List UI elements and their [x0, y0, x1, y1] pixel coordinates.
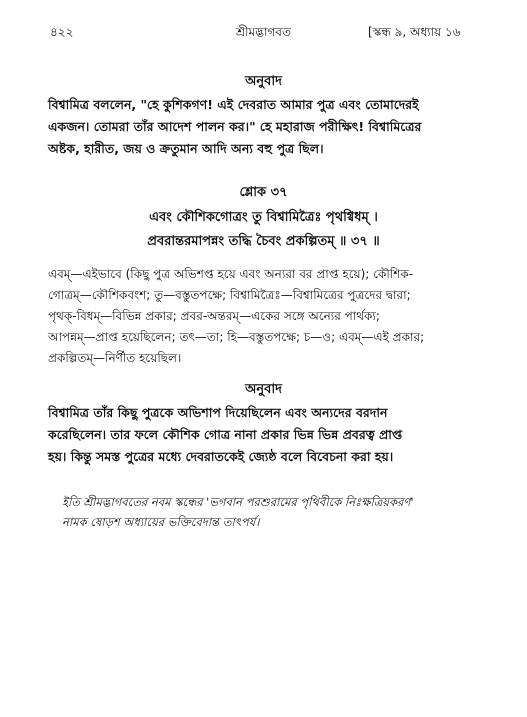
synonyms-line: গোত্রম্—কৌশিকবংশ; তু—বস্তুতপক্ষে; বিশ্বামিত্রৈঃ—বিশ্বামিত্রের পুত্রদের দ্বারা; [48, 288, 411, 302]
translation-heading: অনুবাদ [245, 382, 282, 397]
translation-line: একজন। তোমরা তাঁর আদেশ পালন কর।" হে মহারাজ পরীক্ষিৎ! বিশ্বামিত্রের [48, 119, 422, 134]
translation-line: অষ্টক, হারীত, জয় ও ক্রতুমান আদি অন্য বহু পুত্র ছিল। [48, 141, 324, 156]
chapter-colophon [62, 492, 482, 532]
translation-line: করেছিলেন। তার ফলে কৌশিক গোত্র নানা প্রকার ভিন্ন ভিন্ন প্রবরত্ব প্রাপ্ত [48, 427, 403, 442]
colophon-line: নামক ষোড়শ অধ্যায়ের ভক্তিবেদান্ত তাৎপর্য। [62, 515, 260, 529]
page-number: ৪২২ [50, 25, 74, 39]
synonyms-line: প্রকল্পিতম্—নির্ণীত হয়েছিল। [48, 351, 182, 365]
sloka-line: এবং কৌশিকগোত্রং তু বিশ্বামিত্রৈঃ পৃথগ্বিধম্ । [149, 210, 378, 225]
chapter-reference: [স্কন্ধ ৯, অধ্যায় ১৬ [368, 25, 461, 39]
synonyms-line: পৃথক্-বিধম্—বিভিন্ন প্রকার; প্রবর-অন্তরম্—একের সঙ্গে অন্যের পার্থক্য; [48, 309, 380, 323]
sloka-heading: শ্লোক ৩৭ [239, 185, 288, 200]
translation-line: বিশ্বামিত্র তাঁর কিছু পুত্রকে অভিশাপ দিয়েছিলেন এবং অন্যদের বরদান [48, 405, 388, 420]
translation-paragraph [48, 94, 488, 160]
running-title: শ্রীমদ্ভাগবত [235, 25, 291, 39]
synonyms-line: আপন্নম্—প্রাপ্ত হয়েছিলেন; তৎ—তা; হি—বস্তুতপক্ষে; চ—ও; এবম্—এই প্রকার; [48, 330, 425, 344]
colophon-line: ইতি শ্রীমদ্ভাগবতের নবম স্কন্ধের 'ভগবান পরশুরামের পৃথিবীকে নিঃক্ষত্রিয়করণ' [62, 495, 414, 509]
synonyms-line: এবম্—এইভাবে (কিছু পুত্র অভিশপ্ত হয়ে এবং অন্যরা বর প্রাপ্ত হয়ে); কৌশিক- [48, 267, 414, 281]
synonyms-paragraph [48, 264, 488, 369]
translation-paragraph [48, 402, 488, 468]
translation-heading: অনুবাদ [245, 74, 282, 89]
translation-line: হয়। কিন্তু সমস্ত পুত্রের মধ্যে দেবরাতকেই জ্যেষ্ঠ বলে বিবেচনা করা হয়। [48, 449, 394, 464]
sloka-line: প্রবরান্তরমাপন্নং তদ্ধি চৈবং প্রকল্পিতম্ ॥ ৩৭ ॥ [147, 234, 380, 249]
translation-line: বিশ্বামিত্র বললেন, "হে কুশিকগণ! এই দেবরাত আমার পুত্র এবং তোমাদেরই [48, 97, 419, 112]
